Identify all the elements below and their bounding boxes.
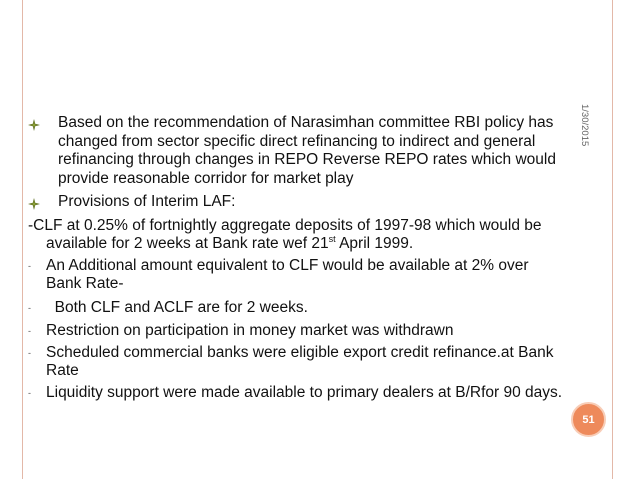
bullet-text: Based on the recommendation of Narasimhan committee RBI policy has changed from sector specific direct refinancing to indirect and general refinancing through changes in REPO Reverse REPO rates which would provide reasonable corridor for market play [58,114,556,187]
clf-text-after: April 1999. [335,235,414,252]
dash-item [28,322,568,341]
dash-item-text: Scheduled commercial banks were eligible export credit refinance.at Bank Rate [46,343,554,379]
dash-item [28,384,568,403]
dash-marker: - [28,260,31,271]
dash-marker: - [28,347,31,358]
bullet-text: Provisions of Interim LAF: [58,193,236,210]
bullet-item [28,193,568,212]
dash-item-text: An Additional amount equivalent to CLF would be available at 2% over Bank Rate- [46,256,529,292]
dash-item [28,257,568,294]
dash-item-text: Liquidity support were made available to primary dealers at B/Rfor 90 days. [46,383,563,401]
clf-text-before: -CLF at 0.25% of fortnightly aggregate deposits of 1997-98 which would be available for 2 weeks at Bank rate wef 21 [28,216,542,252]
diamond-bullet-icon [28,198,40,210]
dash-item [28,344,568,381]
clf-superscript: st [328,233,336,244]
dash-marker: - [28,387,31,398]
clf-provision-line [28,217,568,254]
dash-marker: - [28,326,31,336]
right-border-line [612,0,613,479]
dash-marker: - [28,302,31,313]
bullet-item [28,114,568,188]
left-border-line [22,0,23,479]
diamond-bullet-icon [28,119,40,131]
page-number-badge: 51 [571,402,606,437]
slide-body [28,114,568,402]
slide-date: 1/30/2015 [579,104,590,147]
dash-item-text: Both CLF and ACLF are for 2 weeks. [46,298,308,316]
dash-item-text: Restriction on participation in money market was withdrawn [46,322,454,339]
dash-item [28,299,568,318]
